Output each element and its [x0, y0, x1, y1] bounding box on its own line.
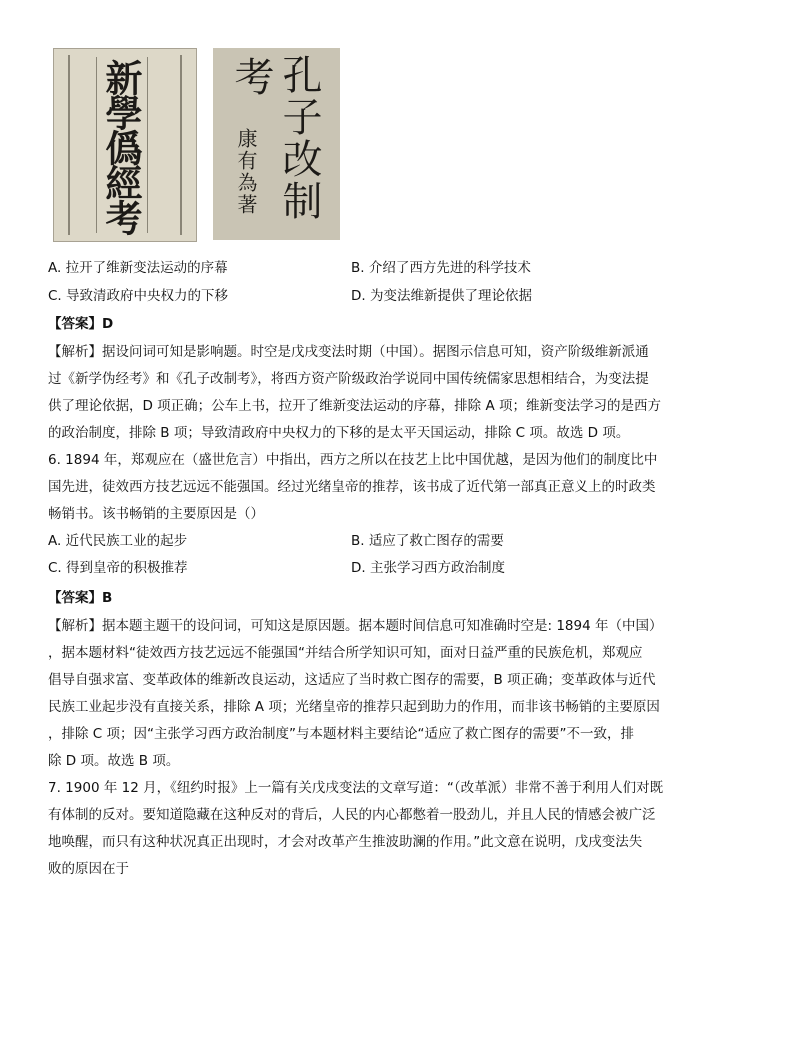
q6-option-c: C. 得到皇帝的积极推荐	[48, 560, 188, 576]
q5-analysis-line-4: 的政治制度，排除 B 项；导致清政府中央权力的下移的是太平天国运动，排除 C 项。故选 D 项。	[48, 425, 630, 441]
cover-author: 康有為著	[234, 128, 258, 216]
kongzi-gaizhi-kao-cover-image	[213, 48, 340, 240]
q5-option-b: B. 介绍了西方先进的科学技术	[351, 260, 531, 276]
q6-option-b: B. 适应了救亡图存的需要	[351, 533, 504, 549]
q6-stem-line-3: 畅销书。该书畅销的主要原因是（）	[48, 506, 264, 522]
cover-title-end: 考	[228, 56, 274, 96]
q5-analysis-line-1: 【解析】据设问词可知是影响题。时空是戊戌变法时期（中国）。据图示信息可知，资产阶级维新派通	[48, 344, 649, 360]
q6-stem-line-1: 6. 1894 年，郑观应在（盛世危言）中指出，西方之所以在技艺上比中国优越，是因为他们的制度比中	[48, 452, 658, 468]
q6-answer: 【答案】B	[48, 590, 113, 606]
q6-analysis-line-5: ，排除 C 项；因“主张学习西方政治制度”与本题材料主要结论“适应了救亡图存的需要”不一致，排	[48, 726, 634, 742]
q6-analysis-line-1: 【解析】据本题主题干的设问词，可知这是原因题。据本题时间信息可知准确时空是: 1894 年（中国）	[48, 618, 663, 634]
q5-option-c: C. 导致清政府中央权力的下移	[48, 288, 229, 304]
q7-stem-line-1: 7. 1900 年 12 月，《纽约时报》上一篇有关戊戌变法的文章写道：“（改革派）非常不善于利用人们对既	[48, 780, 664, 796]
q6-analysis-line-6: 除 D 项。故选 B 项。	[48, 753, 180, 769]
cover-title: 孔子改制	[276, 54, 322, 222]
q6-analysis-line-4: 民族工业起步没有直接关系，排除 A 项；光绪皇帝的推荐只起到助力的作用，而非该书畅销的主要原因	[48, 699, 660, 715]
q6-analysis-line-2: ，据本题材料“徒效西方技艺远远不能强国“并结合所学知识可知，面对日益严重的民族危机，郑观应	[48, 645, 643, 661]
q6-option-a: A. 近代民族工业的起步	[48, 533, 188, 549]
q6-option-d: D. 主张学习西方政治制度	[351, 560, 505, 576]
q6-stem-line-2: 国先进，徒效西方技艺远远不能强国。经过光绪皇帝的推荐，该书成了近代第一部真正意义上的时政类	[48, 479, 656, 495]
q5-option-d: D. 为变法维新提供了理论依据	[351, 288, 532, 304]
q5-analysis-line-3: 供了理论依据，D 项正确；公车上书，拉开了维新变法运动的序幕，排除 A 项；维新变法学习的是西方	[48, 398, 662, 414]
cover-title: 新學僞經考	[99, 59, 143, 234]
q6-analysis-line-3: 倡导自强求富、变革政体的维新改良运动，这适应了当时救亡图存的需要，B 项正确；变革政体与近代	[48, 672, 656, 688]
xinxue-weijing-kao-cover-image	[53, 48, 197, 242]
q5-answer: 【答案】D	[48, 316, 114, 332]
q7-stem-line-2: 有体制的反对。要知道隐藏在这种反对的背后，人民的内心都憋着一股劲儿，并且人民的情感会被广泛	[48, 807, 656, 823]
q5-analysis-line-2: 过《新学伪经考》和《孔子改制考》，将西方资产阶级政治学说同中国传统儒家思想相结合，为变法提	[48, 371, 649, 387]
q7-stem-line-4: 败的原因在于	[48, 861, 129, 877]
q5-option-a: A. 拉开了维新变法运动的序幕	[48, 260, 228, 276]
q7-stem-line-3: 地唤醒，而只有这种状况真正出现时，才会对改革产生推波助澜的作用。”此文意在说明，戊戌变法失	[48, 834, 643, 850]
